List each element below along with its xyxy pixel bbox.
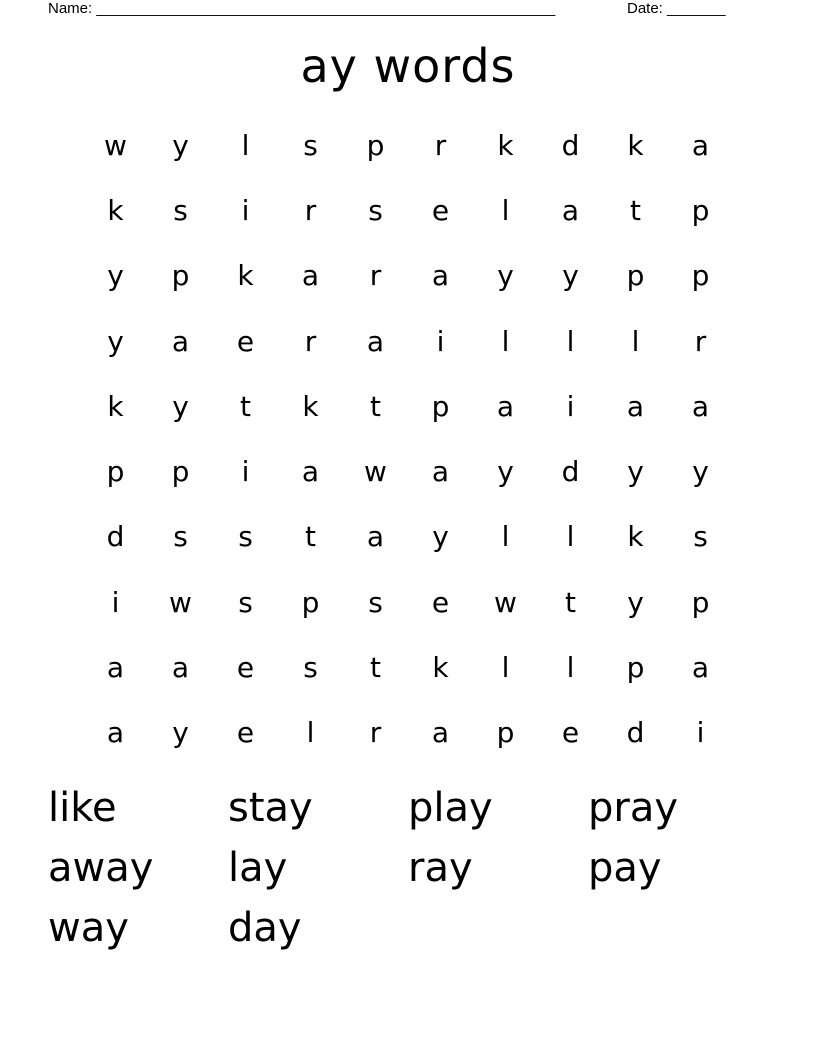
grid-letter: s: [238, 585, 253, 619]
grid-letter: a: [691, 389, 710, 423]
grid-letter: y: [692, 455, 709, 489]
grid-letter: y: [172, 128, 189, 162]
grid-letter: a: [301, 259, 320, 293]
grid-letter: y: [432, 520, 449, 554]
grid-letter: w: [494, 585, 517, 619]
grid-letter: y: [627, 585, 644, 619]
grid-letter: i: [436, 324, 445, 358]
grid-letter: a: [301, 455, 320, 489]
grid-letter: y: [497, 455, 514, 489]
grid-letter: a: [431, 455, 450, 489]
word-list-item: like: [48, 785, 117, 831]
grid-letter: k: [627, 128, 644, 162]
grid-letter: p: [171, 259, 190, 293]
grid-letter: a: [106, 716, 125, 750]
word-list-item: pay: [588, 845, 662, 891]
grid-letter: k: [432, 651, 449, 685]
grid-letter: k: [107, 389, 124, 423]
grid-letter: r: [434, 128, 447, 162]
grid-letter: y: [497, 259, 514, 293]
grid-letter: p: [626, 259, 645, 293]
grid-letter: p: [496, 716, 515, 750]
grid-letter: a: [691, 128, 710, 162]
grid-letter: t: [240, 389, 251, 423]
grid-letter: p: [366, 128, 385, 162]
word-list-item: stay: [228, 785, 313, 831]
grid-letter: y: [627, 455, 644, 489]
grid-letter: e: [236, 716, 255, 750]
grid-letter: w: [364, 455, 387, 489]
grid-letter: e: [236, 324, 255, 358]
grid-letter: e: [431, 585, 450, 619]
grid-letter: t: [370, 651, 381, 685]
grid-letter: s: [368, 193, 383, 227]
header: [48, 0, 748, 20]
grid-letter: i: [696, 716, 705, 750]
word-list-item: way: [48, 905, 129, 951]
grid-letter: p: [691, 259, 710, 293]
grid-letter: s: [368, 585, 383, 619]
grid-letter: s: [303, 128, 318, 162]
grid-letter: p: [431, 389, 450, 423]
name-field: Name: _______________________________________________________: [48, 0, 556, 17]
grid-letter: k: [237, 259, 254, 293]
grid-letter: d: [626, 716, 645, 750]
grid-letter: t: [305, 520, 316, 554]
word-list-item: ray: [408, 845, 473, 891]
grid-letter: l: [501, 193, 510, 227]
grid-letter: r: [369, 716, 382, 750]
grid-letter: e: [236, 651, 255, 685]
grid-letter: a: [431, 716, 450, 750]
grid-letter: l: [306, 716, 315, 750]
grid-letter: e: [561, 716, 580, 750]
grid-letter: d: [106, 520, 125, 554]
grid-letter: y: [172, 389, 189, 423]
date-field: Date: _______: [627, 0, 726, 17]
grid-letter: l: [631, 324, 640, 358]
word-list: [48, 780, 768, 960]
grid-letter: a: [561, 193, 580, 227]
grid-letter: d: [561, 128, 580, 162]
word-list-item: pray: [588, 785, 679, 831]
grid-letter: k: [497, 128, 514, 162]
grid-letter: p: [691, 193, 710, 227]
grid-letter: r: [694, 324, 707, 358]
grid-letter: s: [173, 520, 188, 554]
grid-letter: t: [630, 193, 641, 227]
grid-letter: s: [173, 193, 188, 227]
word-list-item: play: [408, 785, 493, 831]
word-list-item: day: [228, 905, 302, 951]
grid-letter: l: [566, 520, 575, 554]
grid-letter: p: [301, 585, 320, 619]
grid-letter: y: [107, 259, 124, 293]
grid-letter: i: [241, 193, 250, 227]
grid-letter: l: [501, 520, 510, 554]
grid-letter: r: [304, 193, 317, 227]
grid-letter: i: [566, 389, 575, 423]
grid-letter: a: [366, 324, 385, 358]
grid-letter: a: [171, 324, 190, 358]
grid-letter: t: [370, 389, 381, 423]
grid-letter: r: [304, 324, 317, 358]
grid-letter: t: [565, 585, 576, 619]
letter-grid: [83, 113, 733, 766]
word-list-item: away: [48, 845, 154, 891]
grid-letter: y: [562, 259, 579, 293]
grid-letter: w: [169, 585, 192, 619]
grid-letter: a: [691, 651, 710, 685]
grid-letter: l: [501, 324, 510, 358]
grid-letter: a: [431, 259, 450, 293]
word-list-item: lay: [228, 845, 288, 891]
grid-letter: k: [627, 520, 644, 554]
grid-letter: l: [501, 651, 510, 685]
grid-letter: p: [106, 455, 125, 489]
grid-letter: l: [566, 324, 575, 358]
grid-letter: a: [171, 651, 190, 685]
grid-letter: k: [107, 193, 124, 227]
grid-letter: d: [561, 455, 580, 489]
grid-letter: s: [693, 520, 708, 554]
grid-letter: w: [104, 128, 127, 162]
grid-letter: i: [111, 585, 120, 619]
grid-letter: l: [241, 128, 250, 162]
grid-letter: p: [691, 585, 710, 619]
grid-letter: s: [238, 520, 253, 554]
grid-letter: r: [369, 259, 382, 293]
grid-letter: p: [171, 455, 190, 489]
grid-letter: k: [302, 389, 319, 423]
grid-letter: a: [496, 389, 515, 423]
grid-letter: i: [241, 455, 250, 489]
page-title: ay words: [300, 39, 516, 93]
grid-letter: p: [626, 651, 645, 685]
grid-letter: a: [626, 389, 645, 423]
grid-letter: s: [303, 651, 318, 685]
grid-letter: a: [366, 520, 385, 554]
grid-letter: e: [431, 193, 450, 227]
grid-letter: y: [172, 716, 189, 750]
grid-letter: y: [107, 324, 124, 358]
grid-letter: a: [106, 651, 125, 685]
grid-letter: l: [566, 651, 575, 685]
